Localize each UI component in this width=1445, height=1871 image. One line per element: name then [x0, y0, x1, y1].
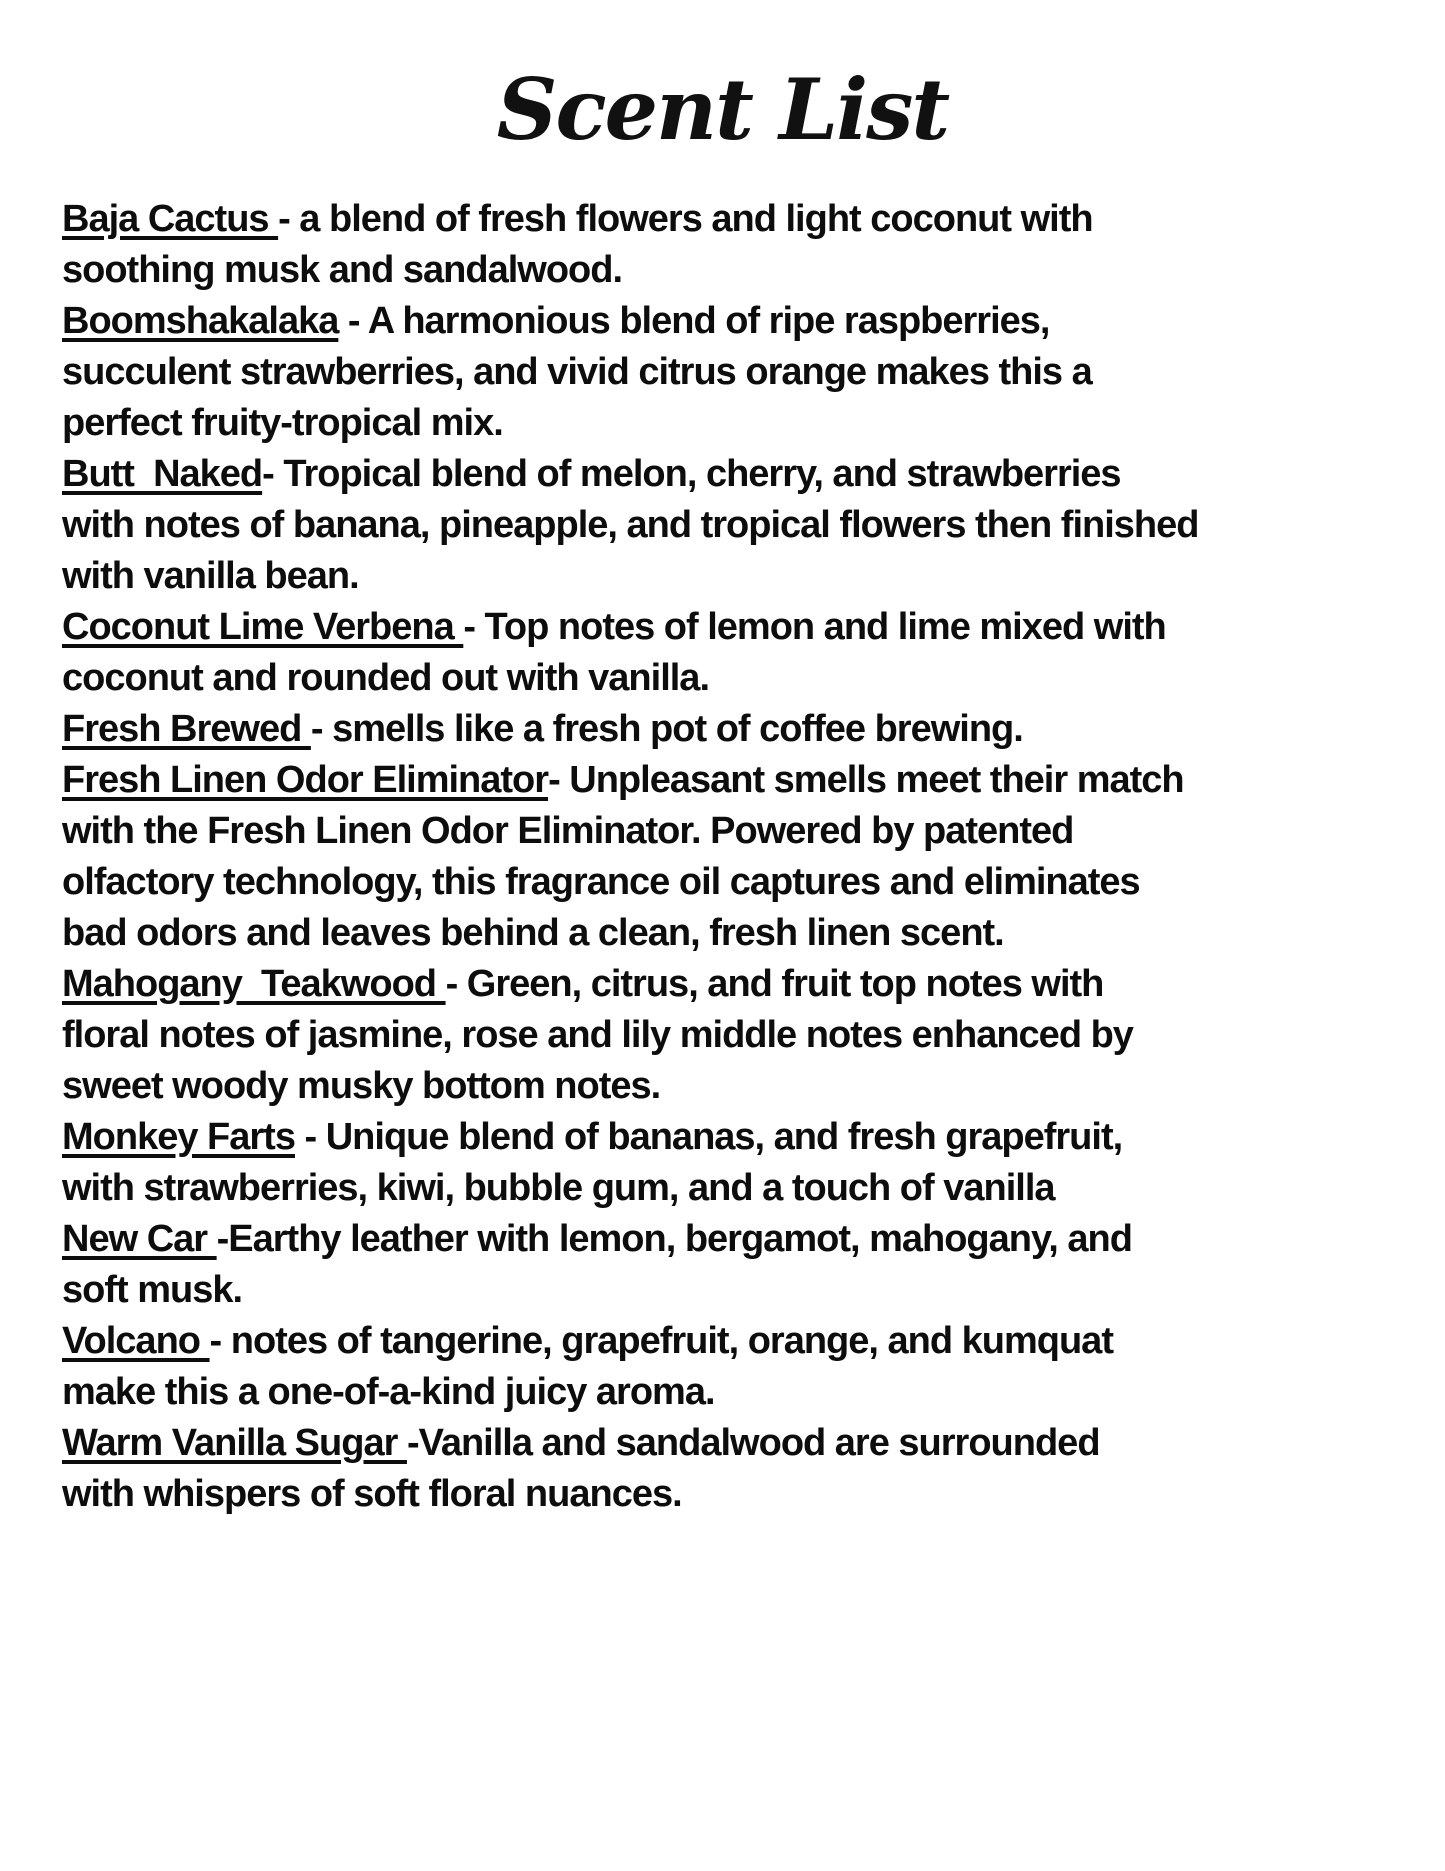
scent-description: - a blend of fresh flowers and light coconut with soothing musk and sandalwood. — [62, 198, 1093, 291]
scent-name: Warm Vanilla Sugar — [62, 1422, 407, 1464]
scent-description: - Green, citrus, and fruit top notes with floral notes of jasmine, rose and lily middle notes enhanced by sweet woody musky bottom notes. — [62, 963, 1133, 1107]
scent-name: New Car — [62, 1218, 217, 1260]
scent-entry — [62, 755, 1395, 959]
scent-description: - Unique blend of bananas, and fresh grapefruit, with strawberries, kiwi, bubble gum, and a touch of vanilla — [62, 1116, 1123, 1209]
scent-description: - smells like a fresh pot of coffee brewing. — [310, 708, 1023, 750]
scent-name: Fresh Linen Odor Eliminator — [62, 759, 549, 801]
scent-entry — [62, 1316, 1395, 1418]
scent-description: -Vanilla and sandalwood are surrounded with whispers of soft floral nuances. — [62, 1422, 1100, 1515]
scent-name: Butt Naked — [62, 453, 263, 495]
scent-description: - Top notes of lemon and lime mixed with coconut and rounded out with vanilla. — [62, 606, 1166, 699]
scent-name: Monkey Farts — [62, 1116, 295, 1158]
scent-description: -Earthy leather with lemon, bergamot, mahogany, and soft musk. — [62, 1218, 1132, 1311]
scent-description: - Unpleasant smells meet their match with the Fresh Linen Odor Eliminator. Powered by patented olfactory technology, this fragrance oil captures and eliminates bad odors and leaves behind a clean, fresh linen scent. — [62, 759, 1184, 954]
scent-name: Boomshakalaka — [62, 300, 339, 342]
page-title: Scent List — [496, 60, 949, 159]
scent-description: - notes of tangerine, grapefruit, orange, and kumquat make this a one-of-a-kind juicy aroma. — [62, 1320, 1113, 1413]
scent-entry — [62, 296, 1395, 449]
scent-description: - A harmonious blend of ripe raspberries, succulent strawberries, and vivid citrus orange makes this a perfect fruity-tropical mix. — [62, 300, 1092, 444]
scent-description: - Tropical blend of melon, cherry, and strawberries with notes of banana, pineapple, and tropical flowers then finished with vanilla bean. — [62, 453, 1199, 597]
scent-name: Volcano — [62, 1320, 210, 1362]
scent-entry — [62, 959, 1395, 1112]
scent-entry — [62, 449, 1395, 602]
scent-name: Baja Cactus — [62, 198, 279, 240]
scent-entry — [62, 1112, 1395, 1214]
scent-entry — [62, 1214, 1395, 1316]
scent-entry — [62, 602, 1395, 704]
scent-entry — [62, 194, 1395, 296]
scent-name: Coconut Lime Verbena — [62, 606, 464, 648]
scent-entry — [62, 1418, 1395, 1520]
scent-list — [62, 194, 1395, 1520]
scent-entry — [62, 704, 1395, 755]
scent-name: Fresh Brewed — [62, 708, 311, 750]
scent-name: Mahogany Teakwood — [62, 963, 446, 1005]
